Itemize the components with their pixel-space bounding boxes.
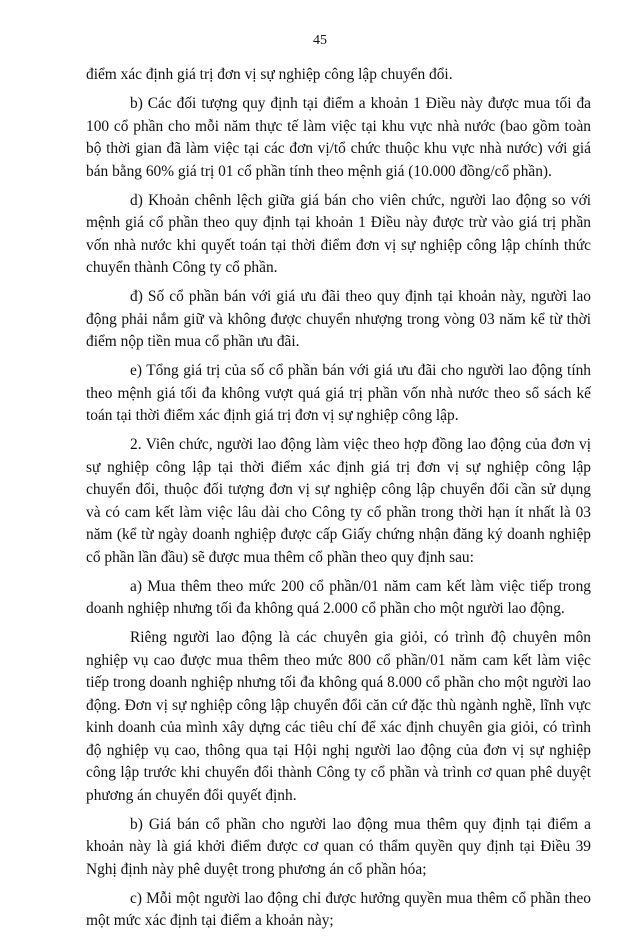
page-number: 45 [313,33,327,48]
paragraph-point-d: d) Khoản chênh lệch giữa giá bán cho viên chức, người lao động so với mệnh giá cổ phần theo quy định tại khoản 1 Điều này được trừ vào giá trị phần vốn nhà nước khi quyết toán tại thời điểm đơn vị sự nghiệp công lập chính thức chuyển thành Công ty cổ phần. [86,191,591,276]
paragraph-point-dd: đ) Số cổ phần bán với giá ưu đãi theo quy định tại khoản này, người lao động phải nắm giữ và không được chuyển nhượng trong vòng 03 năm kể từ thời điểm nộp tiền mua cổ phần ưu đãi. [86,288,591,350]
paragraph-continuation: điểm xác định giá trị đơn vị sự nghiệp công lập chuyển đổi. [86,66,453,83]
paragraph-clause-2-point-a: a) Mua thêm theo mức 200 cổ phần/01 năm cam kết làm việc tiếp trong doanh nghiệp nhưng tối đa không quá 2.000 cổ phần cho một người lao động. [86,577,591,617]
paragraph-clause-2-point-c: c) Mỗi một người lao động chỉ được hưởng quyền mua thêm cổ phần theo một mức xác định tại điểm a khoản này; [86,889,591,929]
paragraph-clause-2: 2. Viên chức, người lao động làm việc theo hợp đồng lao động của đơn vị sự nghiệp công lập tại thời điểm xác định giá trị đơn vị sự nghiệp công lập chuyển đổi, thuộc đối tượng đơn vị sự nghiệp công lập chuyển đổi cần sử dụng và có cam kết làm việc lâu dài cho Công ty cổ phần trong thời hạn ít nhất là 03 năm (kể từ ngày doanh nghiệp được cấp Giấy chứng nhận đăng ký doanh nghiệp cổ phần lần đầu) sẽ được mua thêm cổ phần theo quy định sau: [86,436,591,566]
paragraph-point-b: b) Các đối tượng quy định tại điểm a khoản 1 Điều này được mua tối đa 100 cổ phần cho mỗi năm thực tế làm việc tại khu vực nhà nước (bao gồm toàn bộ thời gian đã làm việc tại các đơn vị/tổ chức thuộc khu vực nhà nước) với giá bán bằng 60% giá trị 01 cổ phần tính theo mệnh giá (10.000 đồng/cổ phần). [86,95,591,180]
paragraph-point-e: e) Tổng giá trị của số cổ phần bán với giá ưu đãi cho người lao động tính theo mệnh giá tối đa không vượt quá giá trị phần vốn nhà nước theo sổ sách kế toán tại thời điểm xác định giá trị đơn vị sự nghiệp công lập. [86,362,591,424]
paragraph-clause-2-point-b: b) Giá bán cổ phần cho người lao động mua thêm quy định tại điểm a khoản này là giá khởi điểm được cơ quan có thẩm quyền quy định tại Điều 39 Nghị định này phê duyệt trong phương án cổ phần hóa; [86,815,591,878]
paragraph-experts: Riêng người lao động là các chuyên gia giỏi, có trình độ chuyên môn nghiệp vụ cao được mua thêm theo mức 800 cổ phần/01 năm cam kết làm việc tiếp trong doanh nghiệp nhưng tối đa không quá 8.000 cổ phần cho một người lao động. Đơn vị sự nghiệp công lập chuyển đổi căn cứ đặc thù ngành nghề, lĩnh vực kinh doanh của mình xây dựng các tiêu chí để xác định chuyên gia giỏi, có trình độ nghiệp vụ cao, thông qua tại Hội nghị người lao động của đơn vị sự nghiệp công lập trước khi chuyển đổi thành Công ty cổ phần và trình cơ quan phê duyệt phương án chuyển đổi quyết định. [86,629,591,804]
body-text [86,64,591,939]
